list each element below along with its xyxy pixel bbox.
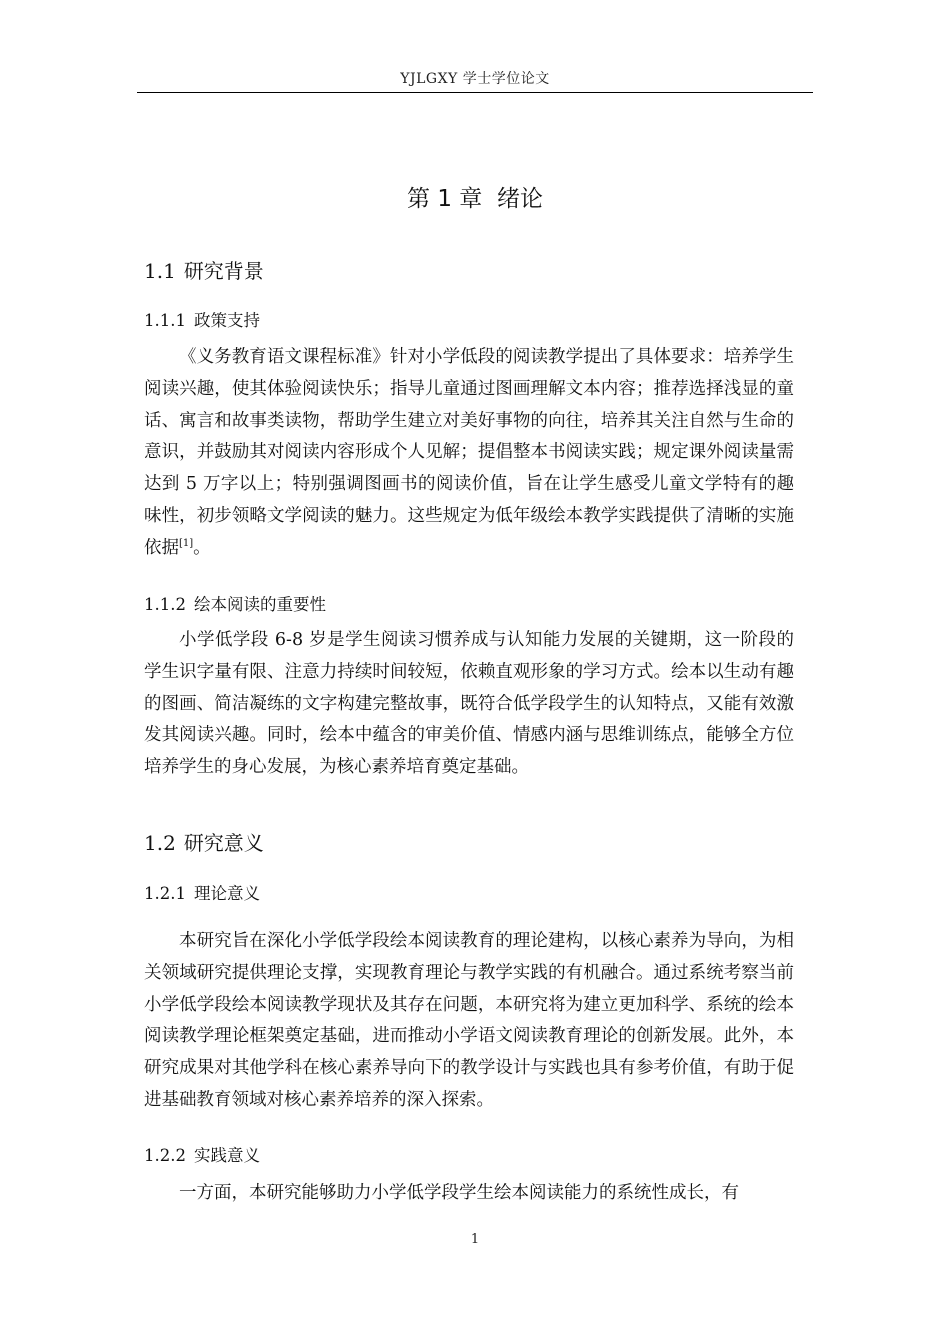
chapter-title (0, 180, 950, 213)
section-title: 研究意义 (183, 831, 264, 855)
section-heading-1-1 (144, 255, 264, 284)
paragraph-practical-significance: 一方面，本研究能够助力小学低学段学生绘本阅读能力的系统性成长，有 (179, 1183, 739, 1203)
subsection-title: 理论意义 (193, 884, 260, 903)
section-title: 研究背景 (183, 259, 264, 283)
subsection-heading-1-2-1 (144, 880, 260, 904)
page-header: YJLGXY 学士学位论文 (137, 70, 813, 93)
section-number: 1.1 (144, 259, 176, 283)
subsection-title: 实践意义 (193, 1146, 260, 1165)
section-number: 1.2 (144, 831, 176, 855)
subsection-number: 1.2.2 (144, 1146, 186, 1165)
subsection-number: 1.1.1 (144, 311, 186, 330)
subsection-number: 1.1.2 (144, 595, 186, 614)
section-heading-1-2 (144, 827, 264, 856)
paragraph-theoretical-significance: 本研究旨在深化小学低学段绘本阅读教育的理论建构，以核心素养为导向，为相关领域研究提供理论支撑，实现教育理论与教学实践的有机融合。通过系统考察当前小学低学段绘本阅读教学现状及其存在问题，本研究将为建立更加科学、系统的绘本阅读教学理论框架奠定基础，进而推动小学语文阅读教育理论的创新发展。此外，本研究成果对其他学科在核心素养导向下的教学设计与实践也具有参考价值，有助于促进基础教育领域对核心素养培养的深入探索。 (144, 931, 794, 1110)
subsection-heading-1-2-2 (144, 1142, 260, 1166)
page-number: 1 (470, 1232, 480, 1247)
subsection-title: 政策支持 (193, 311, 260, 330)
chapter-name: 绪论 (496, 186, 543, 212)
subsection-title: 绘本阅读的重要性 (193, 595, 326, 614)
chapter-number: 第 1 章 (407, 186, 483, 212)
subsection-heading-1-1-2 (144, 591, 326, 615)
subsection-heading-1-1-1 (144, 307, 260, 331)
paragraph-picture-book-importance: 小学低学段 6-8 岁是学生阅读习惯养成与认知能力发展的关键期，这一阶段的学生识字量有限、注意力持续时间较短，依赖直观形象的学习方式。绘本以生动有趣的图画、简洁凝练的文字构建完整故事，既符合低学段学生的认知特点，又能有效激发其阅读兴趣。同时，绘本中蕴含的审美价值、情感内涵与思维训练点，能够全方位培养学生的身心发展，为核心素养培育奠定基础。 (144, 630, 794, 778)
citation: [1] (179, 537, 194, 549)
paragraph-policy-support: 《义务教育语文课程标准》针对小学低段的阅读教学提出了具体要求：培养学生阅读兴趣，使其体验阅读快乐；指导儿童通过图画理解文本内容；推荐选择浅显的童话、寓言和故事类读物，帮助学生建立对美好事物的向往，培养其关注自然与生命的意识，并鼓励其对阅读内容形成个人见解；提倡整本书阅读实践；规定课外阅读量需达到 5 万字以上；特别强调图画书的阅读价值，旨在让学生感受儿童文学特有的趣味性，初步领略文学阅读的魅力。这些规定为低年级绘本教学实践提供了清晰的实施依据[1]。 (144, 347, 794, 558)
subsection-number: 1.2.1 (144, 884, 186, 903)
